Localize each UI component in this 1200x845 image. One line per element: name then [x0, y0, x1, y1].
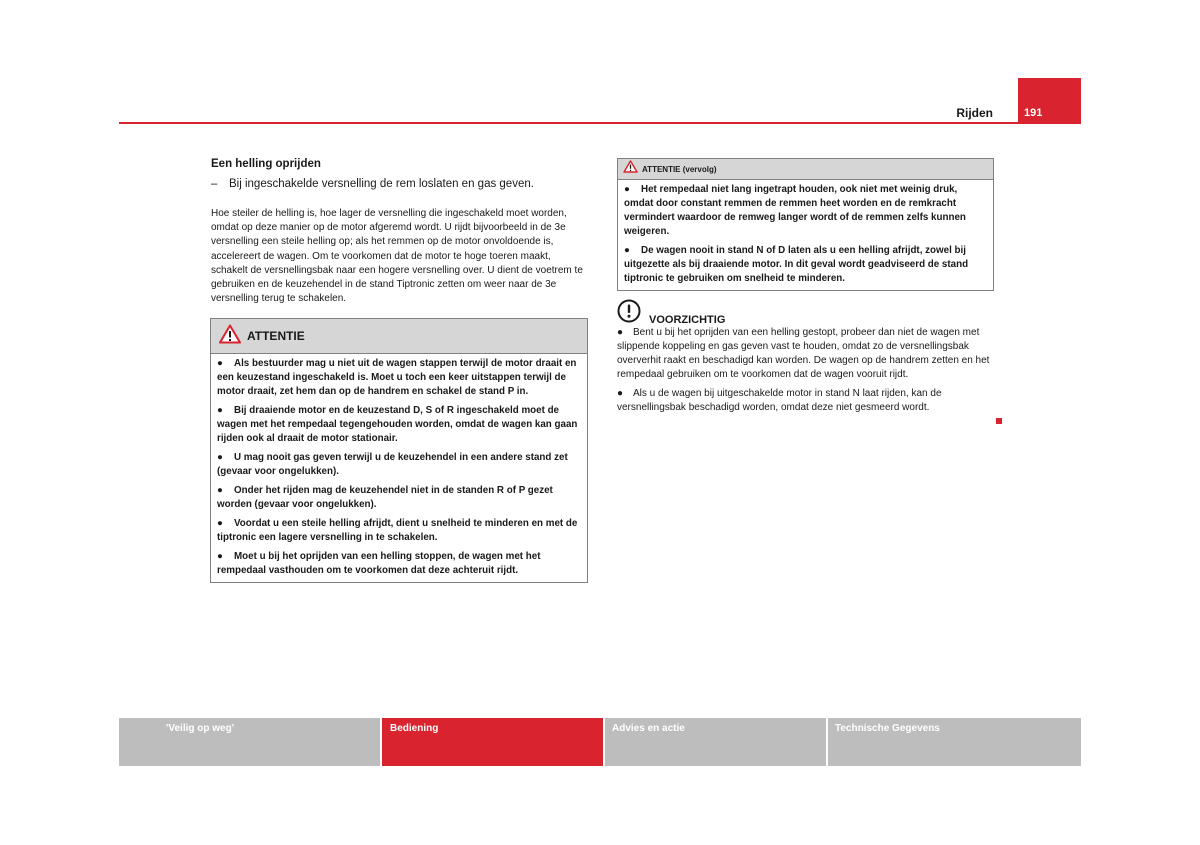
warning-triangle-icon — [623, 160, 638, 178]
attention-continued-header — [618, 159, 993, 180]
instruction-step — [211, 178, 534, 190]
attention-continued-list — [618, 180, 993, 290]
page-number: 191 — [1024, 107, 1043, 119]
attention-list — [211, 354, 587, 582]
footer-tab-bediening[interactable]: Bediening — [382, 718, 603, 766]
bullet: ● — [217, 452, 223, 463]
caution-header — [617, 299, 725, 328]
attention-item: ● De wagen nooit in stand N of D laten als u een helling afrijdt, zowel bij uitgezette als bij draaiende motor. In dit geval wordt geadviseerd de stand tiptronic te gebruiken om snelheid te minderen. — [624, 245, 969, 284]
body-paragraph: Hoe steiler de helling is, hoe lager de versnelling die ingeschakeld moet worden, omdat op deze manier op de motor afgeremd wordt. U rijdt bijvoorbeeld in de 3e versnelling een steile helling op; als het remmen op de motor onvoldoende is, accelereert de wagen. Om te voorkomen dat de motor te hoge toeren maakt, schakelt de versnellingsbak naar een hogere versnelling over. U dient de voetrem te gebruiken en de keuzehendel in de stand Tiptronic zetten om weer naar de 3e versnelling terug te schakelen. — [211, 208, 583, 305]
caution-title: VOORZICHTIG — [649, 313, 726, 326]
caution-item: ● Bent u bij het oprijden van een helling gestopt, probeer dan niet de wagen met slippende koppeling en gas geven vast te houden, omdat zo de versnellingsbak oververhit raakt en beschadigd kan worden. De wagen op de handrem zetten en het rempedaal gebruiken om te voorkomen dat de wagen vooruit rijdt. — [617, 327, 990, 380]
attention-item: ● Bij draaiende motor en de keuzestand D, S of R ingeschakeld moet de wagen met het rempedaal tegengehouden worden, omdat de wagen kan gaan rijden ook al draait de motor stationair. — [217, 405, 578, 444]
bullet: ● — [217, 358, 223, 369]
attention-header — [211, 319, 587, 354]
section-end-marker — [996, 418, 1002, 424]
bullet: ● — [617, 388, 624, 399]
instruction-text: Bij ingeschakelde versnelling de rem loslaten en gas geven. — [229, 178, 534, 190]
attention-item: ● Het rempedaal niet lang ingetrapt houden, ook niet met weinig druk, omdat door constant remmen de remmen heet worden en de remkracht vermindert waardoor de remweg langer wordt of de remmen zelfs kunnen weigeren. — [624, 184, 966, 237]
attention-item: ● U mag nooit gas geven terwijl u de keuzehendel in een andere stand zet (gevaar voor ongelukken). — [217, 452, 568, 477]
instruction-dash: – — [211, 178, 218, 190]
footer-tab-advies-en-actie[interactable]: Advies en actie — [605, 718, 826, 766]
bullet: ● — [217, 405, 223, 416]
attention-continued-title: ATTENTIE (vervolg) — [642, 164, 717, 174]
exclamation-circle-icon — [617, 299, 641, 328]
bullet: ● — [217, 518, 223, 529]
warning-triangle-icon — [219, 324, 241, 349]
attention-box — [210, 318, 588, 583]
caution-item: ● Als u de wagen bij uitgeschakelde motor in stand N laat rijden, kan de versnellingsbak beschadigd worden, omdat deze niet gesmeerd wordt. — [617, 388, 942, 413]
bullet: ● — [217, 551, 223, 562]
bullet: ● — [624, 184, 630, 195]
caution-list — [617, 326, 995, 420]
attention-item: ● Voordat u een steile helling afrijdt, dient u snelheid te minderen en met de tiptronic een lagere versnelling in te schakelen. — [217, 518, 578, 543]
attention-item: ● Moet u bij het oprijden van een helling stoppen, de wagen met het rempedaal vasthouden om te voorkomen dat deze achteruit rijdt. — [217, 551, 541, 576]
header-rule — [119, 122, 1081, 124]
attention-item: ● Als bestuurder mag u niet uit de wagen stappen terwijl de motor draait en een keuzestand ingeschakeld is. Moet u toch een keer uitstappen terwijl de motor draait, zet hem dan op de handrem en schakel de stand P in. — [217, 358, 577, 397]
bullet: ● — [624, 245, 630, 256]
attention-title: ATTENTIE — [247, 329, 305, 343]
footer-tab-technische-gegevens[interactable]: Technische Gegevens — [828, 718, 1081, 766]
attention-continued-box — [617, 158, 994, 291]
bullet: ● — [217, 485, 223, 496]
bullet: ● — [617, 327, 624, 338]
footer-tab-veilig-op-weg[interactable]: 'Veilig op weg' — [119, 718, 380, 766]
section-title: Een helling oprijden — [211, 158, 321, 170]
attention-item: ● Onder het rijden mag de keuzehendel niet in de standen R of P gezet worden (gevaar voor ongelukken). — [217, 485, 553, 510]
chapter-title: Rijden — [956, 106, 993, 120]
